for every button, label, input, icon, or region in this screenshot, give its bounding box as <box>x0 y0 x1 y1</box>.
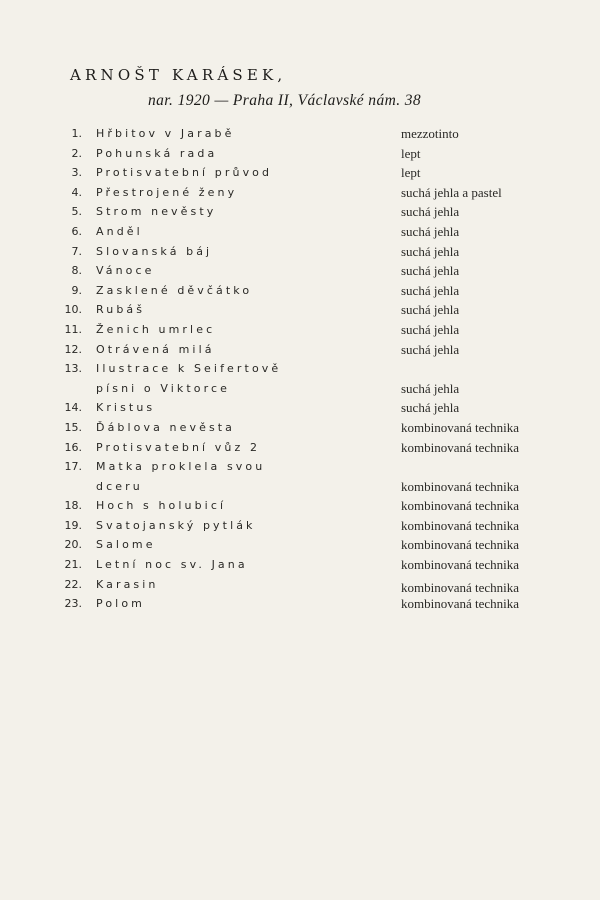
item-technique: suchá jehla <box>401 321 460 337</box>
item-title: Hřbitov v Jarabě <box>96 127 235 140</box>
list-item-continuation <box>0 477 600 497</box>
item-technique: suchá jehla a pastel <box>401 184 502 200</box>
item-technique: kombinovaná technika <box>401 517 520 533</box>
list-item <box>0 281 600 301</box>
list-item <box>0 124 600 144</box>
item-number: 16. <box>64 440 82 454</box>
item-number: 1. <box>71 127 82 140</box>
item-title: Ženich umrlec <box>96 322 216 336</box>
artist-name: ARNOŠT KARÁSEK, <box>70 66 287 84</box>
list-item <box>0 222 600 242</box>
item-title: Rubáš <box>96 303 146 317</box>
item-title: Zasklené děvčátko <box>96 283 253 297</box>
item-number: 12. <box>64 342 82 356</box>
list-item <box>0 261 600 281</box>
item-title: Karasin <box>96 577 159 591</box>
item-technique: kombinovaná technika <box>401 478 520 494</box>
item-title: Matka proklela svou <box>96 460 266 474</box>
item-technique: suchá jehla <box>401 223 460 239</box>
list-item <box>0 242 600 262</box>
item-technique: suchá jehla <box>401 282 460 298</box>
list-item-continuation <box>0 379 600 399</box>
item-title: Pohunská rada <box>96 146 218 160</box>
item-title: Svatojanský pytlák <box>96 518 256 532</box>
item-number: 10. <box>64 303 82 317</box>
item-title: Kristus <box>96 401 156 415</box>
item-title: Strom nevěsty <box>96 205 217 219</box>
list-item <box>0 183 600 203</box>
list-item <box>0 575 600 595</box>
list-item <box>0 144 600 164</box>
list-item <box>0 398 600 418</box>
list-item <box>0 594 600 614</box>
item-technique: kombinovaná technika <box>401 537 520 553</box>
item-technique: lept <box>401 145 421 161</box>
item-title: Ilustrace k Seifertově <box>96 362 282 376</box>
list-item <box>0 320 600 340</box>
list-item <box>0 555 600 575</box>
item-technique: suchá jehla <box>401 263 460 279</box>
item-title: Salome <box>96 538 156 552</box>
item-title: Otrávená milá <box>96 342 215 356</box>
item-number: 5. <box>71 205 82 219</box>
item-technique: kombinovaná technika <box>401 419 520 435</box>
item-technique: kombinovaná technika <box>401 557 520 573</box>
item-title-continuation: dceru <box>96 479 143 493</box>
item-title-continuation: písni o Viktorce <box>96 381 230 395</box>
list-item <box>0 496 600 516</box>
item-number: 14. <box>64 401 82 415</box>
list-item <box>0 359 600 379</box>
item-technique: suchá jehla <box>401 204 460 220</box>
list-item <box>0 202 600 222</box>
item-title: Letní noc sv. Jana <box>96 558 248 572</box>
item-technique: kombinovaná technika <box>401 498 520 514</box>
item-number: 18. <box>64 499 82 513</box>
item-number: 19. <box>64 518 82 532</box>
list-item <box>0 457 600 477</box>
item-number: 23. <box>64 597 82 611</box>
list-item <box>0 516 600 536</box>
item-title: Přestrojené ženy <box>96 185 238 199</box>
artist-details: nar. 1920 — Praha II, Václavské nám. 38 <box>148 92 422 109</box>
item-title: Polom <box>96 597 145 611</box>
item-technique: kombinovaná technika <box>401 596 520 612</box>
list-item <box>0 340 600 360</box>
item-number: 3. <box>71 166 82 180</box>
item-number: 9. <box>71 283 82 297</box>
item-technique: suchá jehla <box>401 380 460 396</box>
list-item <box>0 163 600 183</box>
item-technique: kombinovaná technika <box>401 579 520 595</box>
item-number: 20. <box>64 538 82 552</box>
item-technique: suchá jehla <box>401 400 460 416</box>
item-title: Protisvatební vůz 2 <box>96 440 261 454</box>
item-title: Vánoce <box>96 264 155 278</box>
item-title: Hoch s holubicí <box>96 499 227 513</box>
item-number: 15. <box>64 420 82 434</box>
list-item <box>0 535 600 555</box>
item-technique: mezzotinto <box>401 126 459 141</box>
list-item <box>0 300 600 320</box>
item-title: Anděl <box>96 224 143 238</box>
item-number: 11. <box>64 322 82 336</box>
item-number: 2. <box>71 146 82 160</box>
item-number: 21. <box>64 558 82 572</box>
item-number: 4. <box>71 185 82 199</box>
item-technique: suchá jehla <box>401 243 460 259</box>
item-title: Ďáblova nevěsta <box>96 420 236 434</box>
item-technique: lept <box>401 165 421 181</box>
works-list <box>0 124 600 614</box>
list-item <box>0 438 600 458</box>
item-technique: suchá jehla <box>401 341 460 357</box>
item-number: 13. <box>64 362 82 376</box>
item-number: 8. <box>71 264 82 278</box>
item-number: 6. <box>71 224 82 238</box>
item-title: Slovanská báj <box>96 244 213 258</box>
list-item <box>0 418 600 438</box>
item-number: 7. <box>71 244 82 258</box>
item-number: 22. <box>64 577 82 591</box>
item-number: 17. <box>64 460 82 474</box>
item-title: Protisvatební průvod <box>96 166 273 180</box>
item-technique: kombinovaná technika <box>401 439 520 455</box>
item-technique: suchá jehla <box>401 302 460 318</box>
